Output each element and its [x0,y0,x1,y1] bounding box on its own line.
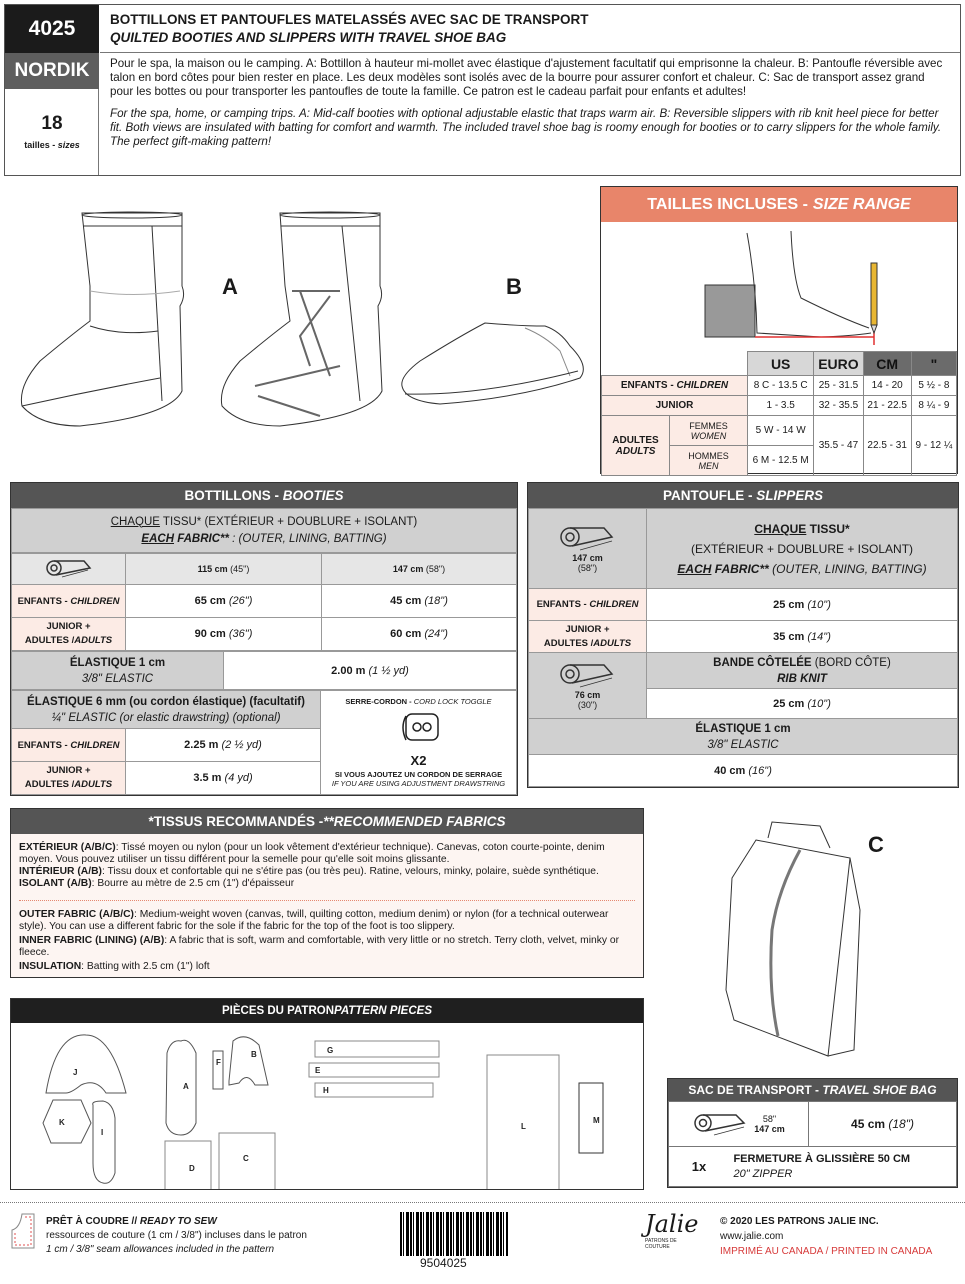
size-range-table [601,351,957,476]
pattern-number: 4025 [5,5,99,53]
seam-allowance-icon [8,1212,38,1252]
table-row: ADULTES ADULTS FEMMES WOMEN 5 W - 14 W 35.5 - 47 22.5 - 31 9 - 12 ¼ [602,416,957,446]
elastic-1cm-row: ÉLASTIQUE 1 cm 3/8" ELASTIC 2.00 m (1 ½ yd) [12,652,517,690]
booties-table [11,508,517,553]
rib-roll-cell: 76 cm (30") [529,653,647,719]
footer-divider [0,1202,965,1203]
view-b-label: B [506,274,522,299]
svg-text:B: B [251,1050,257,1059]
zipper-row: 1x FERMETURE À GLISSIÈRE 50 CM 20" ZIPPER [669,1147,957,1187]
table-row: ENFANTS - CHILDREN 65 cm (26") 45 cm (18") [12,585,517,618]
cord-lock-icon [396,710,442,746]
pattern-name: NORDIK [5,53,99,89]
recommended-fabrics-panel [10,808,644,978]
svg-text:M: M [593,1116,600,1125]
slippers-panel [527,482,959,788]
title-band [100,5,960,53]
copyright-block: © 2020 LES PATRONS JALIE INC. www.jalie.com IMPRIMÉ AU CANADA / PRINTED IN CANADA [720,1216,933,1257]
fabric-en-outer: OUTER FABRIC (A/B/C): Medium-weight woven (canvas, twill, quilting cotton, medium denim) or nylon (for a technical outerwear style). You can use a different fabric for the sole if the fabric for the top of the foot is too slippery. [19,909,609,932]
booties-title: BOTTILLONS - BOOTIES [11,483,517,508]
ready-to-sew: PRÊT À COUDRE // READY TO SEW ressources de couture (1 cm / 3/8") incluses dans le patron 1 cm / 3/8" seam allowances included in the pattern [46,1216,307,1255]
col-inches: " [911,352,956,376]
svg-text:C: C [243,1154,249,1163]
table-row: JUNIOR + ADULTES /ADULTS 35 cm (14") [529,621,958,653]
description [100,53,960,161]
divider [19,900,635,901]
travel-bag-illustration [660,810,965,1070]
svg-text:D: D [189,1164,195,1173]
table-row: ENFANTS - CHILDREN 25 cm (10") [529,589,958,621]
bootie-slipper-illustration [0,186,600,476]
pattern-pieces-title: PIÈCES DU PATRON PATTERN PIECES [11,999,643,1023]
fabric-roll-icon [558,525,618,551]
table-row: 25 cm (10") [529,689,958,719]
table-row: JUNIOR + ADULTES /ADULTS 3.5 m (4 yd) [12,762,517,795]
size-range-panel [600,186,958,474]
elastic-6mm-header: ÉLASTIQUE 6 mm (ou cordon élastique) (facultatif) ¼" ELASTIC (or elastic drawstring) (optional) [12,691,321,729]
rib-knit-header: BANDE CÔTELÉE (BORD CÔTE) RIB KNIT [647,653,958,689]
table-row: ENFANTS - CHILDREN 8 C - 13.5 C 25 - 31.5 14 - 20 5 ½ - 8 [602,376,957,396]
size-count [5,113,99,153]
jalie-logo: Jalie PATRONS DE COUTURE [645,1210,699,1250]
bag-title: SAC DE TRANSPORT - TRAVEL SHOE BAG [668,1079,957,1101]
pattern-pieces-diagram [11,1023,643,1189]
title-en: QUILTED BOOTIES AND SLIPPERS WITH TRAVEL SHOE BAG [110,30,507,45]
foot-measure-illustration [601,223,957,351]
website-link[interactable]: www.jalie.com [720,1231,784,1242]
fabric-roll-icon [558,662,618,688]
view-illustrations [0,186,600,476]
size-range-title-fr: TAILLES INCLUSES - [647,195,808,213]
svg-text:G: G [327,1046,334,1055]
fabric-en-inner: INNER FABRIC (LINING) (A/B): A fabric that is soft, warm and comfortable, with very little or no stretch. Terry cloth, velvet, minky or fleece. [19,935,620,958]
fabric-fr-insulation: ISOLANT (A/B): Bourre au mètre de 2.5 cm (1") d'épaisseur [19,878,295,889]
barcode [400,1212,508,1256]
booties-fabric-header: CHAQUE TISSU* (EXTÉRIEUR + DOUBLURE + ISOLANT) EACH FABRIC** : (OUTER, LINING, BATTING) [12,509,517,553]
size-count-number: 18 [41,113,63,134]
col-cm: CM [863,352,911,376]
description-en: For the spa, home, or camping trips. A: Mid-calf booties with optional adjustable elastic that traps warm air. B: Reversible slippers with rib knit heel piece for better fit. Both views are insulated with batting for comfort and warmth. The included travel shoe bag is roomy enough for booties or to carry slippers for the whole family. The perfect gift-making pattern! [110,107,942,148]
size-label-fr: tailles - [24,140,58,150]
svg-text:A: A [183,1082,189,1091]
travel-bag-panel: SAC DE TRANSPORT - TRAVEL SHOE BAG 58" 147 cm 45 cm (18") 1x FERMETURE À GLISSIÈRE 50 CM 20" ZIPPER [667,1078,958,1188]
table-row: 40 cm (16") [529,755,958,787]
table-row: JUNIOR 1 - 3.5 32 - 35.5 21 - 22.5 8 ¼ - 9 [602,396,957,416]
view-a-label: A [222,274,238,299]
table-row: JUNIOR + ADULTES /ADULTS 90 cm (36") 60 cm (24") [12,618,517,651]
seam-note-fr: ressources de couture (1 cm / 3/8") incluses dans le patron [46,1230,307,1241]
pattern-header [4,4,961,176]
col-us: US [748,352,814,376]
size-label-en: sizes [57,140,80,150]
fabric-roll-icon [692,1112,748,1136]
title-fr: BOTTILLONS ET PANTOUFLES MATELASSÉS AVEC SAC DE TRANSPORT [110,12,589,27]
fabric-fr-inner: INTÉRIEUR (A/B): Tissu doux et confortable qui ne s'étire pas (ou très peu). Ratine, velours, minky, polaire, suède synthétique. [19,866,599,877]
shoe-bag-drawing [660,810,965,1070]
col-euro: EURO [814,352,863,376]
svg-text:I: I [101,1128,104,1137]
barcode-number: 9504025 [420,1256,467,1270]
svg-text:K: K [59,1118,65,1127]
pattern-pieces-panel [10,998,644,1190]
header-left-column [5,5,99,175]
table-row: ENFANTS - CHILDREN 2.25 m (2 ½ yd) [12,729,517,762]
description-fr: Pour le spa, la maison ou le camping. A: Bottillon à hauteur mi-mollet avec élastique d'ajustement facultatif qui emprisonne la chaleur. B: Pantoufle réversible avec talon en bord côtes pour bien rester en place. Les deux modèles sont isolés avec de la bourre pour assurer confort et chaleur. C: Sac de transport assez grand pour les bottes ou pour transporter les pantoufles de toute la famille. Ce patron est le cadeau parfait pour enfants et adultes! [110,57,943,98]
svg-text:H: H [323,1086,329,1095]
slippers-title: PANTOUFLE - SLIPPERS [528,483,958,508]
seam-note-en: 1 cm / 3/8" seam allowances included in the pattern [46,1244,275,1255]
svg-text:J: J [73,1068,78,1077]
booties-panel: BOTTILLONS - BOOTIES CHAQUE TISSU* (EXTÉRIEUR + DOUBLURE + ISOLANT) EACH FABRIC** : (OUTER, LINING, BATTING) 115 cm (45") 147 cm (58") ENFANTS - CHILDREN 65 cm (26") 45 cm (18") JUNIOR + ADULTES /ADULTS 90 cm (36") 60 cm (24") ÉLASTIQUE 1 cm 3/8" ELASTIC 2.00 m (1 ½ yd) ÉLASTIQUE 6 mm (ou cordon élastique) (facultatif) ¼" ELASTIC (or elastic drawstring) (optional) SERRE-CORDON - CORD LOCK TOGGLE X2 SI VOUS AJOUTEZ UN CORDON DE SERRAGE IF YOU ARE USING ADJUSTMENT DRAWSTRING ENFANTS - CHILDREN 2.25 m (2 ½ yd) JUNIOR + ADULTES /ADULTS 3.5 m (4 yd) [10,482,518,796]
fabrics-title: *TISSUS RECOMMANDÉS - **RECOMMENDED FABRICS [11,809,643,834]
size-range-title [601,187,957,222]
slippers-fabric-header: CHAQUE TISSU* (EXTÉRIEUR + DOUBLURE + ISOLANT) EACH FABRIC** (OUTER, LINING, BATTING) [647,509,958,589]
fabric-roll-cell: 147 cm (58") [529,509,647,589]
svg-text:L: L [521,1122,526,1131]
fabric-en-insulation: INSULATION: Batting with 2.5 cm (1") loft [19,961,210,972]
fabric-roll-icon [12,554,126,585]
cord-lock-cell: SERRE-CORDON - CORD LOCK TOGGLE X2 SI VOUS AJOUTEZ UN CORDON DE SERRAGE IF YOU ARE USING ADJUSTMENT DRAWSTRING [321,691,517,795]
table-row: HOMMES MEN 6 M - 12.5 M [602,446,957,476]
size-range-title-en: SIZE RANGE [812,195,911,213]
view-c-label: C [868,832,884,857]
bag-fabric-cell: 58" 147 cm [669,1102,809,1147]
fabric-fr-outer: EXTÉRIEUR (A/B/C): Tissé moyen ou nylon (pour un look vêtement d'extérieur technique). Canevas, coton courte-pointe, denim moyen. Vous pouvez utiliser un tissu différent pour la semelle pour qu'elle soit moins glissante. [19,842,605,865]
slippers-elastic-header: ÉLASTIQUE 1 cm 3/8" ELASTIC [529,719,958,755]
svg-text:E: E [315,1066,321,1075]
svg-text:F: F [216,1058,221,1067]
